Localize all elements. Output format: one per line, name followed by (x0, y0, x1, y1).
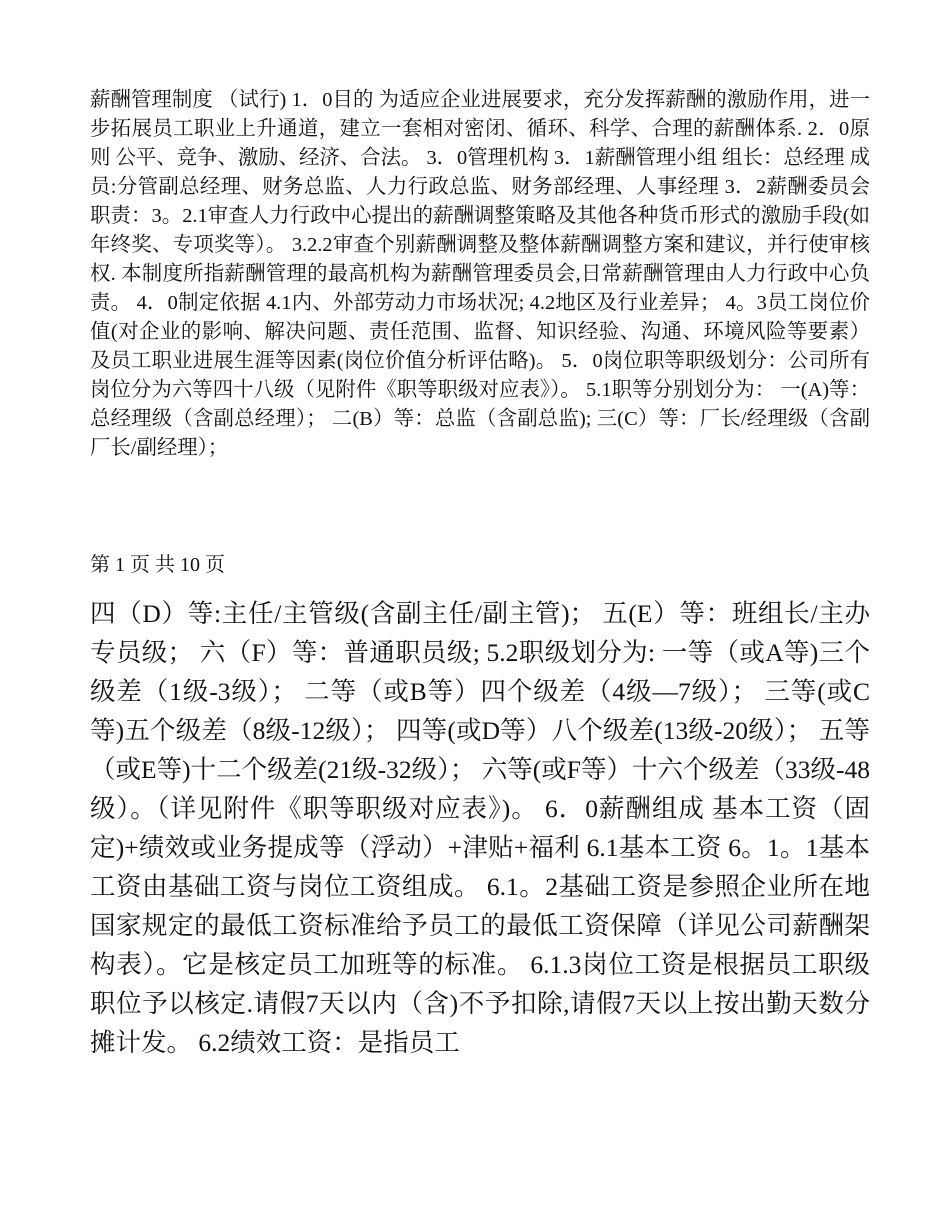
body-paragraph-1: 薪酬管理制度 （试行) 1．0目的 为适应企业进展要求，充分发挥薪酬的激励作用，进一步拓展员工职业上升通道，建立一套相对密闭、循环、科学、合理的薪酬体系. 2．0原则 公平、竞争、激励、经济、合法。 3．0管理机构 3．1薪酬管理小组 组长：总经理 成员:分管副总经理、财务总监、人力行政总监、财务部经理、人事经理 3．2薪酬委员会职责：3。2.1审查人力行政中心提出的薪酬调整策略及其他各种货币形式的激励手段(如年终奖、专项奖等）。 3.2.2审查个别薪酬调整及整体薪酬调整方案和建议，并行使审核权. 本制度所指薪酬管理的最高机构为薪酬管理委员会,日常薪酬管理由人力行政中心负责。 4．0制定依据 4.1内、外部劳动力市场状况; 4.2地区及行业差异； 4。3员工岗位价值(对企业的影响、解决问题、责任范围、监督、知识经验、沟通、环境风险等要素）及员工职业进展生涯等因素(岗位价值分析评估略)。 5．0岗位职等职级划分：公司所有岗位分为六等四十八级（见附件《职等职级对应表》）。 5.1职等分别划分为： 一(A)等：总经理级（含副总经理）； 二(B）等：总监（含副总监); 三(C）等：厂长/经理级（含副厂长/副经理）； (90, 89, 870, 459)
body-paragraph-2: 四（D）等:主任/主管级(含副主任/副主管)； 五(E）等：班组长/主办专员级； 六（F）等：普通职员级; 5.2职级划分为: 一等（或A等)三个级差（1级-3级）； 二等（或B等）四个级差（4级—7级）； 三等(或C等)五个级差（8级-12级）； 四等(或D等）八个级差(13级-20级）； 五等（或E等)十二个级差(21级-32级）； 六等(或F等）十六个级差（33级-48级）。（详见附件《职等职级对应表》)。 6．0薪酬组成 基本工资（固定)+绩效或业务提成等（浮动）+津贴+福利 6.1基本工资 6。1。1基本工资由基础工资与岗位工资组成。 6.1。2基础工资是参照企业所在地国家规定的最低工资标准给予员工的最低工资保障（详见公司薪酬架构表）。它是核定员工加班等的标准。 6.1.3岗位工资是根据员工职级职位予以核定.请假7天以内（含)不予扣除,请假7天以上按出勤天数分摊计发。 6.2绩效工资：是指员工 (90, 599, 870, 1057)
page-footer: 第 1 页 共 10 页 (90, 554, 225, 576)
